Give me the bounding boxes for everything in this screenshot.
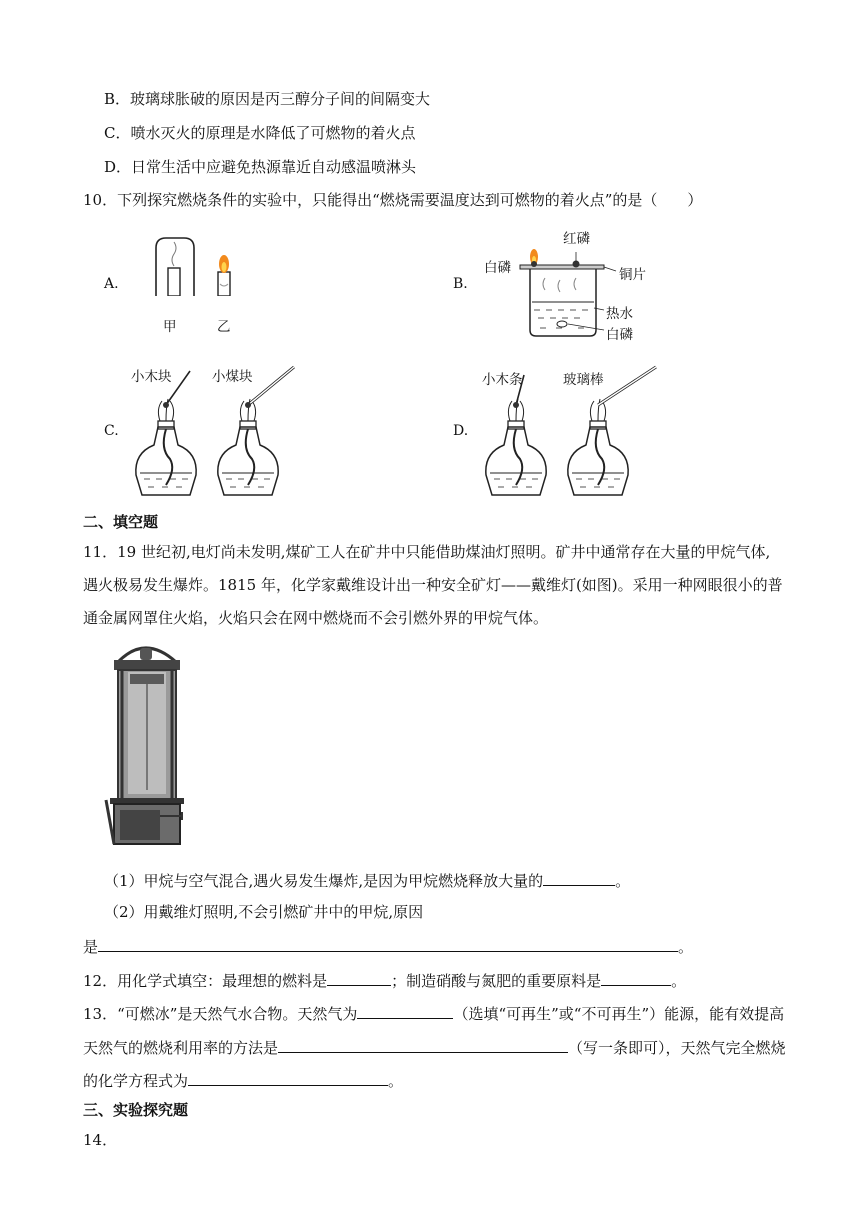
figure-b-label-copper-sheet: 铜片 [619,267,646,283]
question-12-text-1: 12．用化学式填空：最理想的燃料是 [83,972,328,990]
question-13-text-2: （选填“可再生”或“不可再生”）能源，能有效提高 [453,1005,785,1023]
figure-d-label-glass-rod: 玻璃棒 [563,372,604,388]
question-12-text-2: ；制造硝酸与氮肥的重要原料是 [391,972,602,990]
question-13-text-6: 。 [388,1072,404,1090]
section-fill-in-blank-heading: 二、填空题 [83,513,159,531]
figure-d-label-small-wood-stick: 小木条 [482,372,523,388]
answer-blank-12-2[interactable] [601,969,671,986]
answer-blank-13-3[interactable] [188,1069,388,1086]
question-13-line3 [83,1069,403,1091]
figure-c-label-small-wood-block: 小木块 [131,369,172,385]
question-11-line2: 遇火极易发生爆炸。1815 年，化学家戴维设计出一种安全矿灯——戴维灯(如图)。采用一种网眼很小的普 [83,576,783,594]
answer-blank-11-2[interactable] [98,935,678,952]
question-13-line2 [83,1036,786,1058]
option-b: B．玻璃球胀破的原因是丙三醇分子间的间隔变大 [104,90,431,108]
question-11-sub1-end: 。 [615,872,631,890]
section-experiment-heading: 三、实验探究题 [83,1101,189,1119]
option-a-label: A. [104,276,119,292]
question-11-sub1 [104,869,630,891]
question-11-sub1-text: （1）甲烷与空气混合,遇火易发生爆炸,是因为甲烷燃烧释放大量的 [104,872,544,890]
question-13-text-3: 天然气的燃烧利用率的方法是 [83,1039,279,1057]
question-12-text-3: 。 [671,972,687,990]
figure-a-label-jia: 甲 [163,319,177,335]
answer-blank-12-1[interactable] [327,969,391,986]
figure-b-label-hot-water: 热水 [606,306,633,322]
answer-blank-11-1[interactable] [543,869,615,886]
figure-a-candles [150,236,250,296]
question-13-text-4: （写一条即可），天然气完全燃烧 [568,1039,786,1057]
question-13-line1 [83,1002,784,1024]
figure-a-label-yi: 乙 [217,319,231,335]
question-11-sub2-end: 。 [678,938,694,956]
option-c: C．喷水灭火的原理是水降低了可燃物的着火点 [104,124,416,142]
option-c-label: C. [104,423,119,439]
question-11-sub2: （2）用戴维灯照明,不会引燃矿井中的甲烷,原因 [104,903,424,921]
option-d-label: D. [453,423,469,439]
question-13-text-5: 的化学方程式为 [83,1072,189,1090]
option-b-label: B. [453,276,468,292]
question-11-line1: 11．19 世纪初,电灯尚未发明,煤矿工人在矿井中只能借助煤油灯照明。矿井中通常存在大量的甲烷气体, [83,543,771,561]
answer-blank-13-1[interactable] [357,1002,453,1019]
figure-b-label-white-phosphorus-top: 白磷 [484,260,511,276]
option-d: D．日常生活中应避免热源靠近自动感温喷淋头 [104,158,417,176]
question-12 [83,969,686,991]
figure-b-label-red-phosphorus: 红磷 [563,231,590,247]
question-11-sub2-continuation [83,935,693,957]
question-10-stem: 10．下列探究燃烧条件的实验中，只能得出“燃烧需要温度达到可燃物的着火点”的是（ ） [83,191,703,209]
figure-c-label-small-coal-block: 小煤块 [212,369,253,385]
figure-b-label-white-phosphorus-bottom: 白磷 [606,327,633,343]
question-11-line3: 通金属网罩住火焰，火焰只会在网中燃烧而不会引燃外界的甲烷气体。 [83,609,549,627]
question-14: 14． [83,1131,118,1149]
question-11-sub2-text: 是 [83,938,99,956]
figure-c-alcohol-lamps [130,365,300,500]
answer-blank-13-2[interactable] [278,1036,568,1053]
question-13-text-1: 13．“可燃冰”是天然气水合物。天然气为 [83,1005,358,1023]
figure-davy-lamp [100,640,200,850]
